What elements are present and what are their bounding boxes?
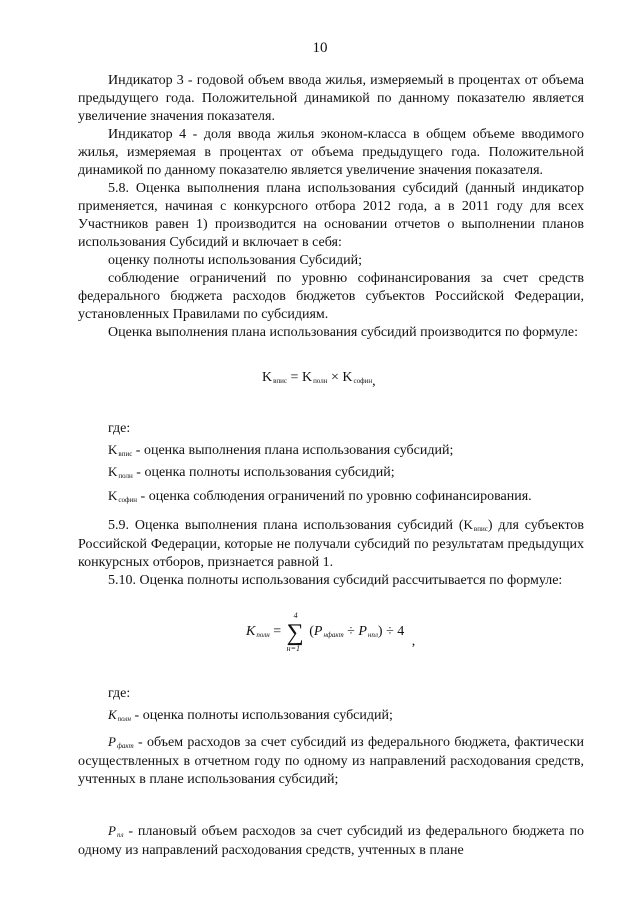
text-block-intro [78, 72, 584, 342]
definition-sofin: Kсофин - оценка соблюдения ограничений по уровню софинансирования. [108, 488, 532, 504]
paragraph-5-9: 5.9. Оценка выполнения плана использования субсидий (Kвпис) для субъектов Российской Федерации, которые не получали субсидий по результатам предыдущих конкурсных отборов, признается равной 1. [78, 517, 584, 570]
where-label-2: где: [108, 686, 131, 701]
symbol-k-poln: Kполн [108, 464, 133, 480]
symbol-k-poln-2: Kполн [108, 707, 132, 723]
paragraph-5-10: 5.10. Оценка полноты использования субсидий рассчитывается по формуле: [108, 573, 563, 588]
page-number: 10 [312, 40, 328, 56]
paragraph-indicator-4: Индикатор 4 - доля ввода жилья эконом-класса в общем объеме вводимого жилья, измеряемая в процентах от объема предыдущего года. Положительной динамикой по данному показателю является увеличение значения показателя. [78, 127, 584, 178]
symbol-p-pl: Pпл [108, 823, 124, 839]
list-item-completeness: оценку полноты использования Субсидий; [108, 253, 362, 268]
definition2-poln: Kполн - оценка полноты использования субсидий; [108, 707, 393, 723]
where-label-1: где: [108, 421, 131, 436]
sum-sign: 4 ∑ н=1 [286, 611, 304, 653]
definition-vpis: Kвпис - оценка выполнения плана использования субсидий; [108, 442, 454, 458]
definition2-pl: Pпл - плановый объем расходов за счет субсидий из федерального бюджета по одному из направлений расходования средств, учтенных в плане [78, 823, 584, 858]
symbol-k-vpis: Kвпис [108, 442, 133, 458]
symbol-p-fakt: Pфакт [108, 734, 134, 750]
symbol-k-vpis-inline: Kвпис [463, 517, 488, 533]
formula-vpis: Kвпис = Kполн × Kсофин, [262, 370, 376, 389]
paragraph-indicator-3: Индикатор 3 - годовой объем ввода жилья, измеряемый в процентах от объема предыдущего года. Положительной динамикой по данному показателю является увеличение значения показателя. [78, 73, 584, 124]
symbol-k-sofin: Kсофин [108, 488, 138, 504]
paragraph-5-8: 5.8. Оценка выполнения плана использования субсидий (данный индикатор применяется, начиная с конкурсного отбора 2012 года, а в 2011 году для всех Участников равен 1) производится на основании отчетов о выполнении планов использования Субсидий и включает в себя: [78, 181, 584, 250]
formula-poln: Kполн = 4 ∑ н=1 (Pнфакт ÷ Pнпл) ÷ 4 , [246, 611, 416, 653]
list-item-restrictions: соблюдение ограничений по уровню софинансирования за счет средств федерального бюджета расходов бюджетов субъектов Российской Федерации, установленных Правилами по субсидиям. [78, 271, 584, 322]
definition2-fakt: Pфакт - объем расходов за счет субсидий из федерального бюджета, фактически осуществленных в отчетном году по одному из направлений расходования средств, учтенных в плане использования субсидий; [78, 734, 585, 787]
definition-poln: Kполн - оценка полноты использования субсидий; [108, 464, 395, 480]
paragraph-formula-intro: Оценка выполнения плана использования субсидий производится по формуле: [108, 325, 578, 340]
text-block-5-9 [78, 516, 584, 590]
